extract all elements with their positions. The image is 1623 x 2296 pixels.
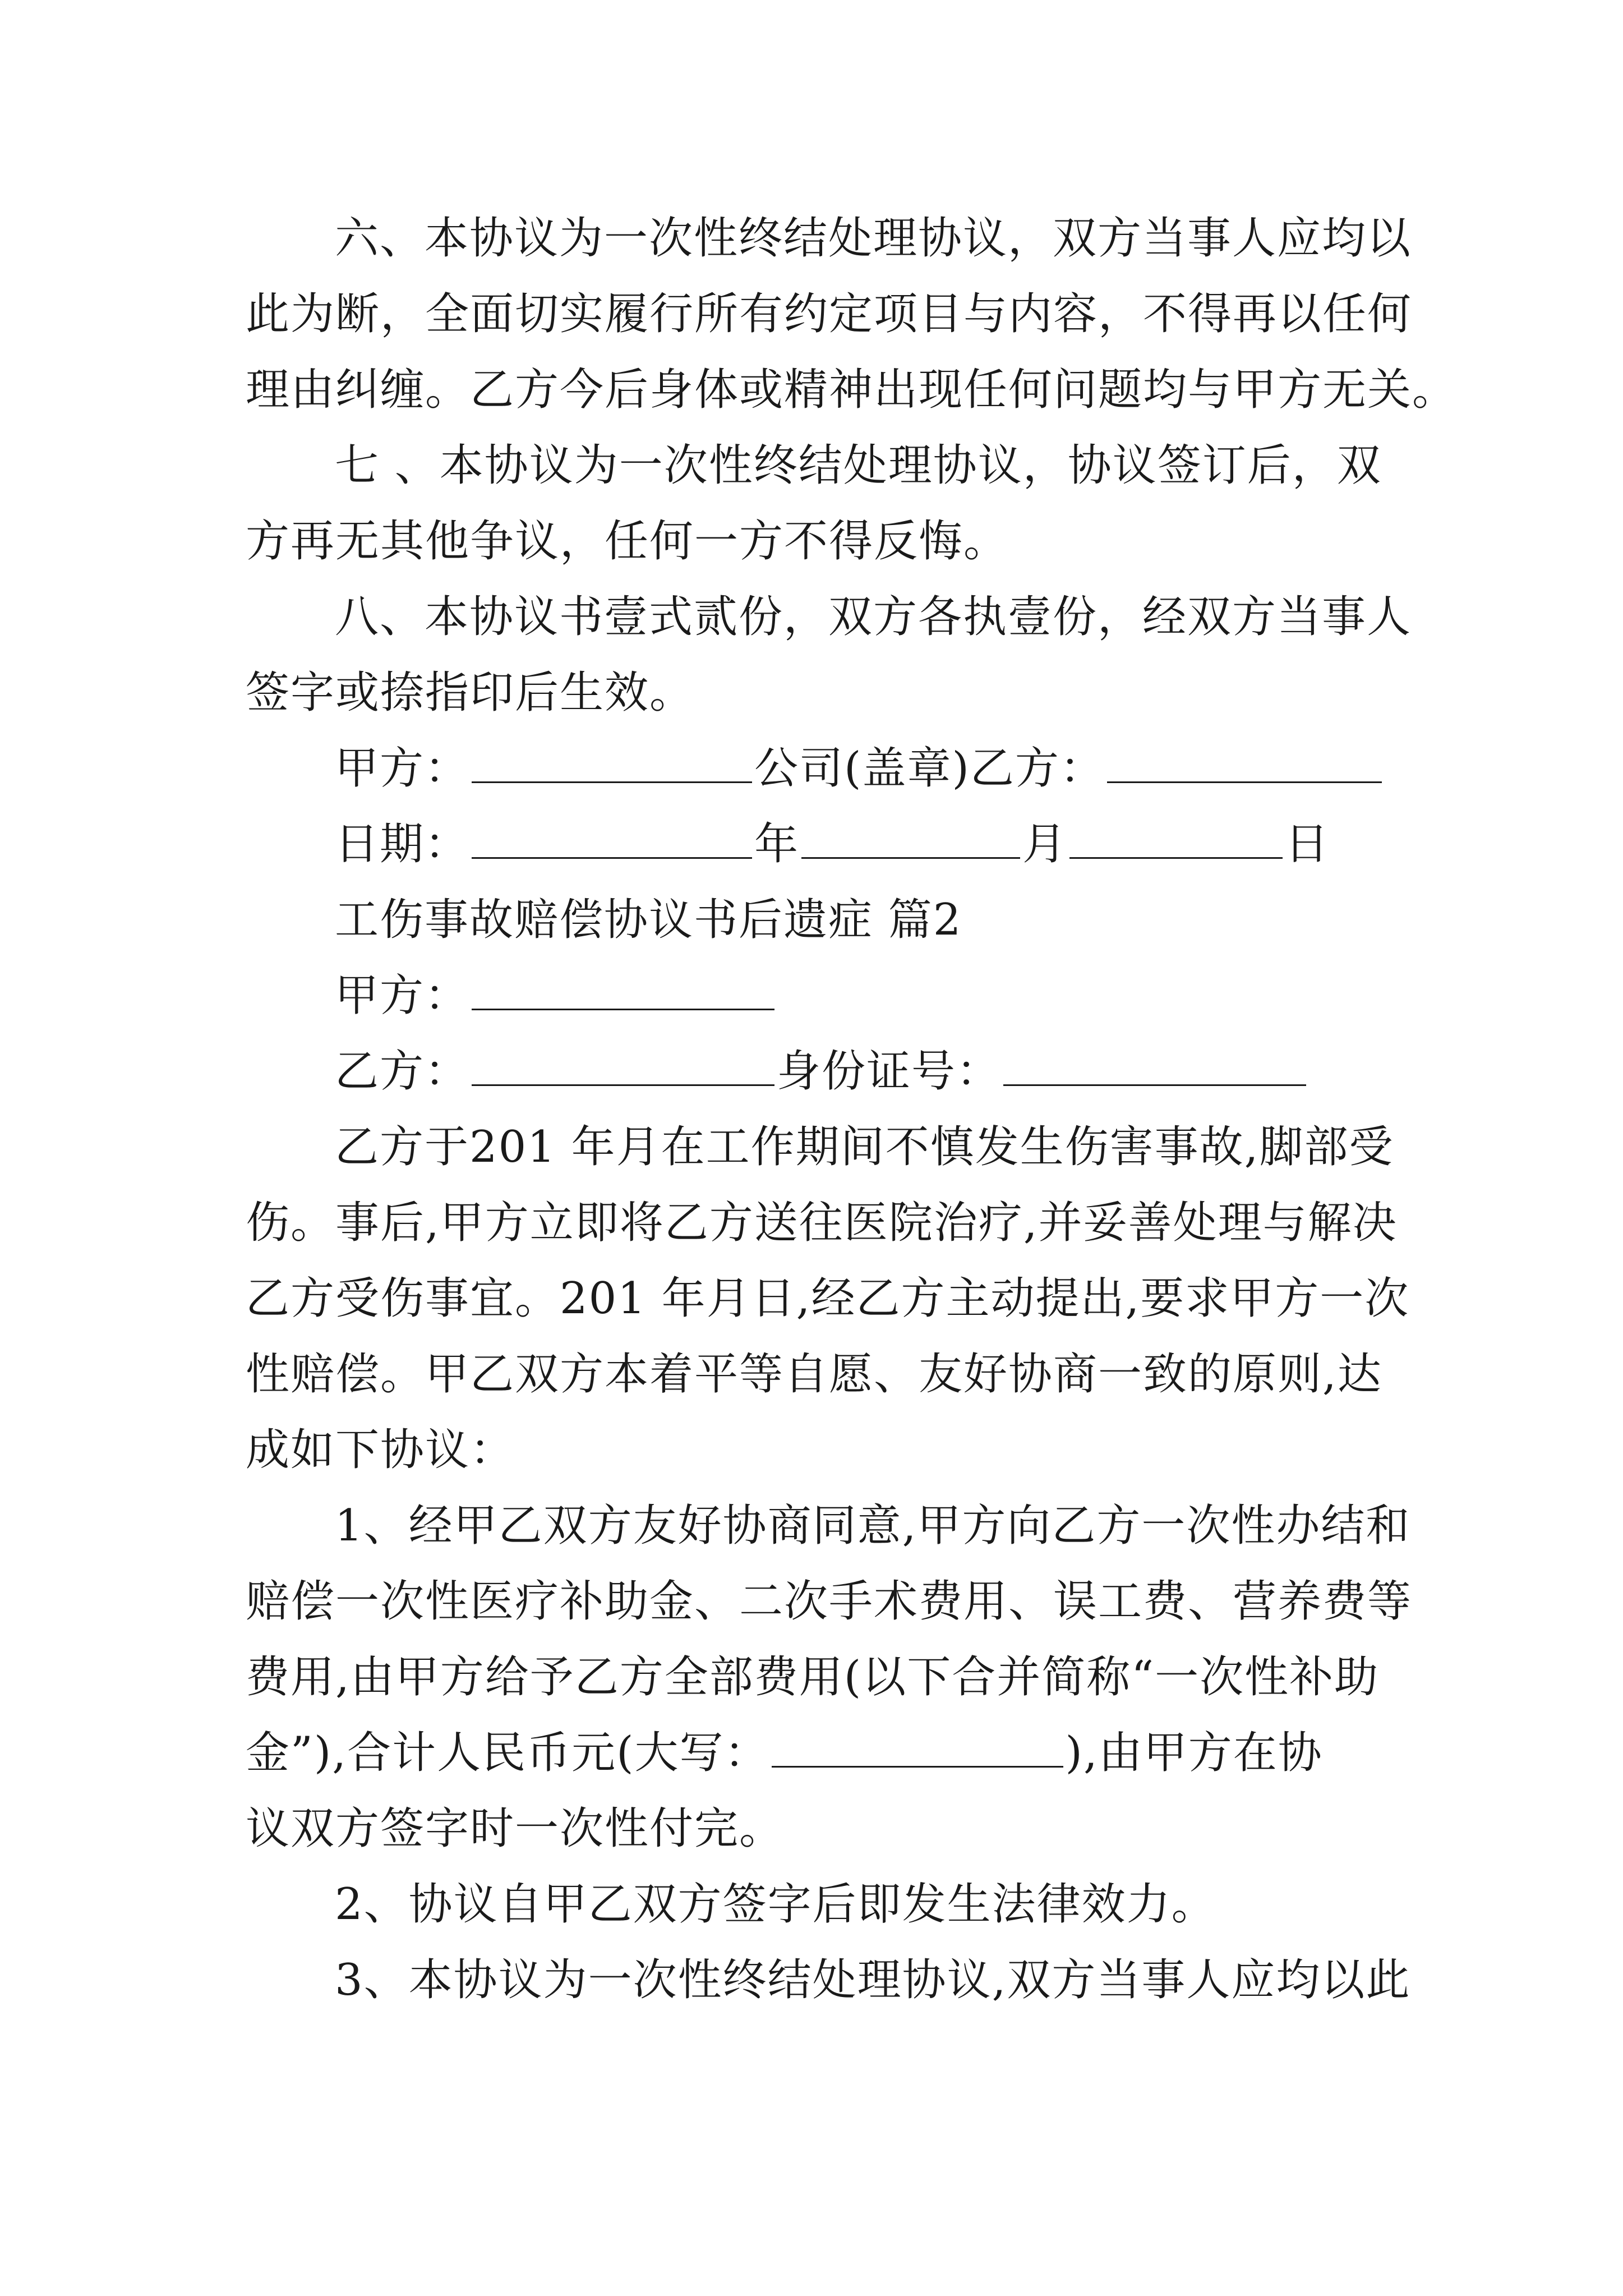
paragraph-line: 费用,由甲方给予乙方全部费用(以下合并简称“一次性补助 xyxy=(246,1652,1380,1703)
paragraph-line: 方再无其他争议，任何一方不得反悔。 xyxy=(246,516,1009,567)
paragraph-line: 六、本协议为一次性终结处理协议，双方当事人应均以 xyxy=(335,213,1412,264)
amount-before: 金”),合计人民币元(大写： xyxy=(246,1728,769,1778)
year-label: 年 xyxy=(754,819,800,869)
paragraph-line: 八、本协议书壹式贰份，双方各执壹份，经双方当事人 xyxy=(335,592,1412,642)
section-title: 工伤事故赔偿协议书后遗症 篇2 xyxy=(335,895,962,945)
amount-after: ),由甲方在协 xyxy=(1065,1728,1323,1778)
paragraph-line: 签字或捺指印后生效。 xyxy=(246,668,695,718)
paragraph-line: 七 、本协议为一次性终结处理协议，协议签订后，双 xyxy=(335,440,1382,491)
date-label: 日期： xyxy=(335,819,470,869)
paragraph-line: 理由纠缠。乙方今后身体或精神出现任何问题均与甲方无关。 xyxy=(246,365,1458,415)
amount-line xyxy=(246,1714,1390,1792)
paragraph-line: 赔偿一次性医疗补助金、二次手术费用、误工费、营养费等 xyxy=(246,1576,1413,1627)
month-blank xyxy=(801,822,1020,859)
paragraph-line: 议双方签字时一次性付完。 xyxy=(246,1803,785,1854)
signature-line xyxy=(335,729,1479,808)
amount-blank xyxy=(772,1731,1063,1768)
month-label: 月 xyxy=(1022,819,1068,869)
party-b-blank xyxy=(472,1050,774,1086)
paragraph-line: 性赔偿。甲乙双方本着平等自愿、友好协商一致的原则,达 xyxy=(246,1349,1382,1400)
date-line xyxy=(335,805,1479,884)
paragraph-line: 2、协议自甲乙双方签字后即发生法律效力。 xyxy=(335,1879,1216,1930)
party-a-line xyxy=(335,956,1479,1035)
paragraph-line: 3、本协议为一次性终结处理协议,双方当事人应均以此 xyxy=(335,1955,1411,2005)
year-blank xyxy=(472,822,752,859)
party-b-line xyxy=(335,1032,1479,1111)
paragraph-line: 成如下协议： xyxy=(246,1425,515,1475)
paragraph-line: 伤。事后,甲方立即将乙方送往医院治疗,并妥善处理与解决 xyxy=(246,1198,1398,1248)
party-b-label: 乙方： xyxy=(335,1046,470,1097)
day-blank xyxy=(1069,822,1283,859)
paragraph-line: 1、经甲乙双方友好协商同意,甲方向乙方一次性办结和 xyxy=(335,1501,1411,1551)
party-a-blank xyxy=(472,974,774,1010)
paragraph-line: 乙方受伤事宜。201 年月日,经乙方主动提出,要求甲方一次 xyxy=(246,1273,1410,1324)
party-a-blank xyxy=(472,747,752,783)
paragraph-line: 此为断，全面切实履行所有约定项目与内容，不得再以任何 xyxy=(246,289,1413,339)
party-a-label: 甲方： xyxy=(335,970,470,1021)
day-label: 日 xyxy=(1285,819,1330,869)
paragraph-line: 乙方于201 年月在工作期间不慎发生伤害事故,脚部受 xyxy=(335,1122,1394,1172)
party-b-blank xyxy=(1107,747,1382,783)
company-seal-label: 公司(盖章)乙方： xyxy=(754,743,1105,794)
id-number-label: 身份证号： xyxy=(777,1046,1002,1097)
party-a-label: 甲方： xyxy=(335,743,470,794)
id-number-blank xyxy=(1003,1050,1306,1086)
